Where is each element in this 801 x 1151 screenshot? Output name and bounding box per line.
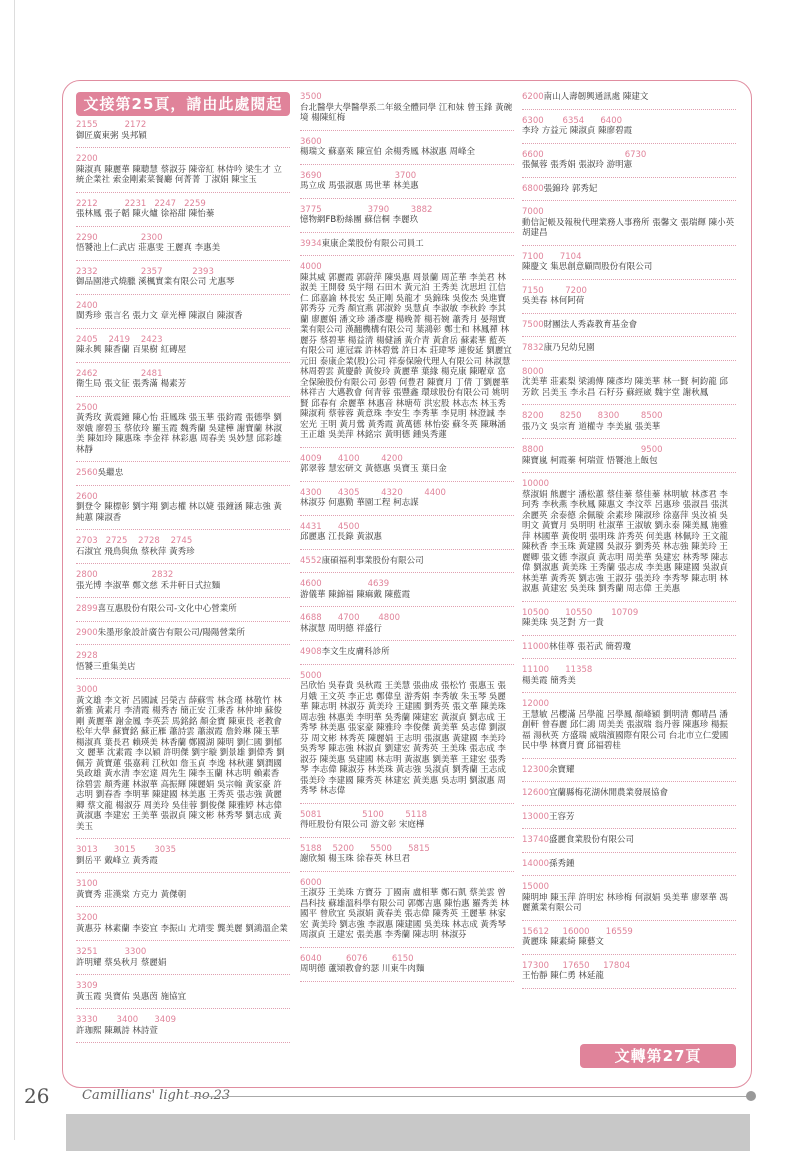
donor-column-2 bbox=[300, 92, 514, 988]
donor-names: 邱麗惠 江長錄 黃淑惠 bbox=[300, 532, 382, 542]
donation-entry-line bbox=[522, 812, 736, 823]
entry-divider bbox=[76, 260, 290, 261]
entry-divider bbox=[300, 549, 514, 550]
entry-divider bbox=[300, 130, 514, 131]
donation-amount: 6300 6354 6400 bbox=[522, 115, 623, 126]
entry-divider bbox=[522, 805, 736, 806]
donation-entry bbox=[300, 488, 514, 509]
footer-rule bbox=[190, 1096, 750, 1097]
donation-amount: 2200 bbox=[76, 154, 98, 164]
entry-divider bbox=[76, 597, 290, 598]
donation-entry bbox=[522, 184, 736, 195]
donation-entry-line bbox=[300, 556, 514, 567]
donation-amount: 2800 2832 bbox=[76, 570, 174, 580]
donor-names: 王容芳 bbox=[549, 811, 575, 822]
donation-amount: 3251 3300 bbox=[76, 947, 147, 957]
donation-amount: 7000 bbox=[522, 207, 544, 217]
donation-amount: 8800 9500 bbox=[522, 445, 663, 455]
entry-divider bbox=[76, 328, 290, 329]
donation-amount: 3100 bbox=[76, 879, 98, 889]
donation-entry bbox=[522, 927, 736, 948]
donation-amount: 13000 bbox=[522, 811, 550, 822]
donation-entry bbox=[300, 92, 514, 124]
donor-names: 黃文雄 李文祈 呂國誠 呂榮吉 薛蘇雪 林含瑾 林敬竹 林新雅 黃素月 李清霞 楊秀杏 簡正安 江秉香 林仲坤 蘇俊剛 黃麗華 謝金鳳 李英芸 馬銘銘 顏金寶 陳東長 老教會松年大學 蘇寶銘 蘇正雁 蕭詩雲 蕭淑霞 詹鈴琳 陳玉華 楊淑真 葉長君 賴瑛美 林香蘭 鄭國湖 陳明 劉仁國 劉郁文 麗華 沈素霞 李以穎 許明傑 劉宇璇 劉景雄 劉偉秀 劉佩芳 黃寶蓮 張嘉莉 江秋如 詹玉貞 李逸 林秋蓮 劉潤國 吳政雄 黃水清 李宏達 周先生 陳李玉蘭 林志明 賴素香 徐碧雲 顏秀蓮 林淑華 高振輝 陳麗娟 吳宗翰 黃家豪 許志明 劉春香 李明華 陳建國 林美惠 王秀英 張志強 黃麗卿 蔡文龍 楊淑芬 周美玲 吳佳蓉 劉俊傑 陳雅婷 林志偉 黃淑惠 李建宏 王美華 張淑貞 陳文彬 林秀琴 劉志成 黃美玉 bbox=[76, 695, 285, 832]
donation-entry-line bbox=[300, 647, 514, 658]
donor-names: 陳其威 郭麗霞 郭蔚萍 陳吳惠 周景蘭 周芷華 李美君 林淑美 王開發 吳宇翔 石田木 黃元泊 王秀美 沈思坦 江信仁 邱嘉諭 林長宏 吳正剛 吳龍才 吳錦珠 吳俊杰 吳進寶 郭秀芬 元秀 顏宜燕 郭淑鈴 吳慧貞 李淑敏 李秋鈴 李其蘭 廖麗娟 潘文珍 潘彥慶 楊晚菁 楊若婉 蕭秀月 晏翔實業有限公司 漢翻機構有限公司 葉鴻彰 鄭士和 林鳳禪 林麗芬 蔡碧華 楊益清 楊健涵 黃介青 黃倉岳 蘇素華 藍英有限公司 連冠霖 許林碧鶯 許日本 莊瑋琴 連俊延 劉麗宜 元田 泰康企業(股)公司 祥泰保險代理人有限公司 林淑慧 林周碧雲 黃慶齡 黃俊玲 黃麗華 葉緣 楊克康 陳曜章 富全保險股份有限公司 彭碧 何豊君 陳寶月 丁倩 丁劉麗華 林祥吉 大邁教會 何青蓉 張豐鑫 環球股份有限公司 姚明賢 邱春有 余麗華 林惠音 林塘苟 洪宏股 林志杰 林玉秀 陳淑莉 蔡蓉蓉 黃意珠 李安生 李秀華 李見明 林澄誠 李宏光 王明 黃月鶯 黃秀霞 黃萬德 林怡姿 蘇冬英 陳琳涵 王正雄 吳美萍 林銘宗 黃明德 鍾吳秀蓮 bbox=[300, 272, 512, 440]
entry-divider bbox=[76, 396, 290, 397]
entry-divider bbox=[300, 198, 514, 199]
donation-amount: 13740 bbox=[522, 835, 550, 845]
donation-amount: 4552 bbox=[300, 555, 322, 566]
donation-amount: 2400 bbox=[76, 300, 98, 311]
donation-entry-line bbox=[76, 628, 290, 639]
entry-divider bbox=[522, 635, 736, 636]
entry-divider bbox=[522, 313, 736, 314]
donation-entry bbox=[76, 199, 290, 220]
entry-divider bbox=[300, 871, 514, 872]
donor-names: 吳繼忠 bbox=[97, 468, 124, 478]
donation-amount: 2462 2481 bbox=[76, 368, 163, 379]
donor-names: 御品園港式燒臘 溪楓實業有限公司 尤惠琴 bbox=[76, 277, 235, 287]
donation-amount: 4300 4305 4320 4400 bbox=[300, 487, 446, 498]
donor-names: 楊美霞 簡秀美 bbox=[522, 675, 576, 686]
donation-entry-line bbox=[76, 604, 290, 615]
donor-names: 喜互惠股份有限公司-文化中心營業所 bbox=[97, 604, 237, 614]
donation-entry-line bbox=[300, 239, 514, 250]
donation-entry bbox=[300, 137, 514, 158]
donor-names: 呂欣怡 吳春貴 吳秋霞 王美慧 張曲成 張松竹 張惠玉 張月娥 王文英 李正忠 鄭偉皇 游秀娟 李秀敏 朱玉琴 吳麗華 陳志明 林淑芬 黃美玲 王建國 劉秀英 張文華 陳美珠 周志強 林惠美 李明華 吳秀蘭 陳建宏 黃淑貞 劉志成 王秀琴 林美惠 張家豪 陳雅玲 李俊傑 黃美華 吳志偉 劉淑芬 周文彬 林秀英 陳麗娟 王志明 張淑惠 黃建國 李美玲 吳秀琴 陳志強 林淑貞 劉建宏 黃秀英 王美珠 張志成 李淑芬 陳美惠 吳建國 林志明 黃淑惠 劉美華 王建宏 張秀琴 李志偉 陳淑芬 林美珠 黃志強 吳淑貞 劉秀蘭 王志成 張美玲 李建國 陳秀英 林建宏 黃美惠 吳志明 劉淑惠 周秀琴 林志偉 bbox=[300, 681, 506, 796]
donation-amount: 2703 2725 2728 2745 bbox=[76, 536, 193, 546]
donation-entry bbox=[76, 845, 290, 866]
entry-divider bbox=[522, 781, 736, 782]
entry-divider bbox=[522, 920, 736, 921]
donor-names: 張光博 李淑華 鄭文慈 禾井軒日式拉麵 bbox=[76, 580, 221, 591]
donation-amount: 2560 bbox=[76, 468, 98, 478]
donation-amount: 3013 3015 3035 bbox=[76, 845, 177, 855]
entry-divider bbox=[76, 226, 290, 227]
donation-amount: 4431 4500 bbox=[300, 521, 360, 532]
donation-entry bbox=[522, 116, 736, 137]
entry-divider bbox=[522, 472, 736, 473]
entry-divider bbox=[522, 601, 736, 602]
donor-names: 陳永興 陳香蘭 百果樹 紅磚屋 bbox=[76, 345, 187, 355]
page-number: 26 bbox=[24, 1084, 50, 1108]
entry-divider bbox=[522, 177, 736, 178]
donation-entry bbox=[76, 981, 290, 1002]
donation-amount: 10000 bbox=[522, 479, 550, 489]
donation-amount: 12300 bbox=[522, 764, 550, 775]
entry-divider bbox=[76, 192, 290, 193]
donation-amount: 8000 bbox=[522, 366, 544, 377]
donor-names: 王怡靜 陳仁勇 林延龍 bbox=[522, 971, 604, 981]
donor-names: 王慧敏 呂櫻滿 呂學龍 呂學鳳 顏峰穎 劉明清 鄭晴昌 潘創軒 曾春麗 邱仁鴻 周美美 張淑瑞 翁丹蓉 陳惠珍 楊振福 湯秋英 方盛瑞 威瑞濱國際有限公司 台北市立仁愛國民中學 林寶月寶 邱福碧桂 bbox=[522, 709, 729, 751]
donation-entry bbox=[76, 468, 290, 479]
entry-divider bbox=[76, 147, 290, 148]
donation-amount: 17300 17650 17804 bbox=[522, 960, 631, 971]
page-edge-line bbox=[14, 0, 15, 1140]
donation-entry bbox=[76, 628, 290, 639]
donor-names: 黃秀玫 黃震鐘 陳心怡 莊鳳珠 張玉華 張鈞霞 張德學 劉翠娥 廖碧玉 蔡依玲 羅玉霞 魏秀蘭 吳建樺 謝寶蘭 林淑美 陳如玲 陳惠珠 李金祥 林彩惠 周春美 吳妙慧 邱彩雄 林靜 bbox=[76, 413, 282, 455]
bottom-gray-band bbox=[66, 1114, 750, 1151]
donation-entry bbox=[300, 613, 514, 634]
donation-entry bbox=[76, 267, 290, 288]
donation-entry bbox=[76, 536, 290, 557]
donation-amount: 11000 bbox=[522, 641, 550, 652]
donor-names: 陳美珠 吳芝對 方一貴 bbox=[522, 618, 604, 628]
entry-divider bbox=[522, 245, 736, 246]
donation-entry-line bbox=[522, 184, 736, 195]
donation-amount: 2290 2300 bbox=[76, 232, 163, 243]
donation-entry bbox=[522, 665, 736, 686]
donation-entry bbox=[522, 859, 736, 870]
donation-entry bbox=[300, 454, 514, 475]
entry-divider bbox=[522, 109, 736, 110]
donor-names: 宜蘭縣梅花湖休閒農業發展協會 bbox=[549, 788, 669, 798]
donor-names: 余寶耀 bbox=[549, 764, 575, 775]
donor-names: 吳美春 林何阿荷 bbox=[522, 296, 585, 306]
donor-names: 御匠廣東粥 吳邦穎 bbox=[76, 130, 147, 141]
entry-divider bbox=[76, 974, 290, 975]
donation-amount: 6800 bbox=[522, 183, 544, 194]
entry-divider bbox=[76, 294, 290, 295]
donation-amount: 3309 bbox=[76, 981, 98, 991]
donation-entry bbox=[522, 92, 736, 103]
donor-names: 黃麗珠 陳素綺 陳藝文 bbox=[522, 937, 604, 947]
entry-divider bbox=[76, 940, 290, 941]
donation-amount: 14000 bbox=[522, 858, 550, 869]
donor-names: 衛生局 張文征 張秀滿 楊素芳 bbox=[76, 379, 187, 389]
donation-entry bbox=[300, 556, 514, 567]
entry-divider bbox=[300, 606, 514, 607]
entry-divider bbox=[300, 947, 514, 948]
donation-entry bbox=[522, 367, 736, 399]
donor-names: 李文生皮膚科診所 bbox=[321, 647, 390, 657]
donation-entry bbox=[522, 411, 736, 432]
donor-column-3 bbox=[522, 92, 736, 995]
donation-entry-line bbox=[522, 859, 736, 870]
donation-entry bbox=[522, 699, 736, 752]
donation-amount: 2212 2231 2247 2259 bbox=[76, 198, 206, 209]
entry-divider bbox=[522, 828, 736, 829]
donor-names: 李玲 方益元 陳淑貞 陳廖碧霞 bbox=[522, 126, 633, 136]
donation-amount: 3330 3400 3409 bbox=[76, 1015, 177, 1025]
donation-amount: 4688 4700 4800 bbox=[300, 613, 401, 623]
donation-amount: 6040 6076 6150 bbox=[300, 953, 414, 964]
entry-divider bbox=[522, 758, 736, 759]
donor-names: 南山人壽韌興通訊處 陳建文 bbox=[543, 92, 649, 102]
donation-entry bbox=[76, 120, 290, 141]
donation-entry-line bbox=[522, 765, 736, 776]
donation-entry bbox=[76, 947, 290, 968]
donation-amount: 3500 bbox=[300, 92, 322, 102]
donation-amount: 7500 bbox=[522, 319, 544, 330]
entry-divider bbox=[300, 255, 514, 256]
entry-divider bbox=[76, 461, 290, 462]
donation-entry bbox=[522, 812, 736, 823]
donation-amount: 12600 bbox=[522, 788, 550, 798]
donation-entry bbox=[522, 835, 736, 846]
donation-entry-line bbox=[76, 468, 290, 479]
donation-entry-line bbox=[522, 320, 736, 331]
donation-amount: 2900 bbox=[76, 627, 98, 638]
donor-names: 陳淑真 陳麗華 陳聰慧 蔡淑芬 陳帝紅 林侍吟 梁生才 立統企業社 索金剛素菜餐廳 何菁菁 丁淑娟 陳宝玉 bbox=[76, 164, 282, 185]
entry-divider bbox=[76, 563, 290, 564]
entry-divider bbox=[522, 658, 736, 659]
donation-entry bbox=[522, 150, 736, 171]
donation-amount: 8200 8250 8300 8500 bbox=[522, 411, 663, 421]
donation-entry-line bbox=[522, 642, 736, 653]
donation-entry-line bbox=[522, 835, 736, 846]
donation-entry bbox=[76, 492, 290, 524]
donor-names: 康碩福利事業股份有限公司 bbox=[321, 555, 424, 566]
entry-divider bbox=[300, 447, 514, 448]
entry-divider bbox=[300, 664, 514, 665]
entry-divider bbox=[522, 200, 736, 201]
donor-names: 悟饕三重集美店 bbox=[76, 661, 136, 672]
donation-entry bbox=[76, 335, 290, 356]
donor-names: 孫秀鍾 bbox=[549, 858, 575, 869]
entry-divider bbox=[76, 872, 290, 873]
donation-entry bbox=[76, 154, 290, 186]
entry-divider bbox=[522, 954, 736, 955]
entry-divider bbox=[300, 572, 514, 573]
donor-names: 許珈熙 陳珮詩 林詩萱 bbox=[76, 1025, 158, 1036]
donor-names: 謝欣頻 楊玉珠 徐春英 林旦君 bbox=[300, 854, 411, 864]
donation-amount: 6600 6730 bbox=[522, 149, 647, 160]
donation-amount: 3200 bbox=[76, 913, 98, 923]
donation-amount: 5000 bbox=[300, 670, 322, 681]
donor-names: 黃寶秀 莊漢棠 方克力 黃傑朝 bbox=[76, 889, 187, 900]
donor-names: 康乃兒幼兒園 bbox=[543, 343, 595, 353]
donation-entry bbox=[300, 239, 514, 250]
donor-names: 動信記帳及報稅代理業務人事務所 張馨文 張瑞輝 陳小英 胡建昌 bbox=[522, 217, 735, 238]
continued-from-banner: 文接第25頁，請由此處閱起 bbox=[76, 92, 290, 116]
donation-amount: 4000 bbox=[300, 262, 322, 272]
donation-entry bbox=[522, 445, 736, 466]
donor-names: 盛麗食業股份有限公司 bbox=[549, 835, 635, 845]
donor-names: 劉岳平 戴峰立 黃秀霞 bbox=[76, 855, 158, 866]
donor-names: 游儀華 陳錦福 陳痲戴 陳藍霞 bbox=[300, 589, 411, 600]
entry-divider bbox=[300, 515, 514, 516]
donor-names: 台北醫學大學醫學系二年級全體同學 江和妹 曾玉鋒 黃碗境 楊陳紅梅 bbox=[300, 102, 513, 123]
donation-entry bbox=[300, 171, 514, 192]
entry-divider bbox=[522, 404, 736, 405]
donor-names: 得旺股份有限公司 游文彰 宋庭樺 bbox=[300, 820, 425, 830]
donor-names: 黃惠芬 林素蘭 李姿宜 李振山 尤靖雯 龔美麗 劉鴻溫企業 bbox=[76, 923, 288, 934]
donation-amount: 5081 5100 5118 bbox=[300, 809, 428, 820]
donation-amount: 2600 bbox=[76, 491, 98, 502]
entry-divider bbox=[300, 232, 514, 233]
donation-amount: 6200 bbox=[522, 92, 544, 102]
donor-names: 劉登令 陳標彰 劉宇翔 劉志權 林以婕 張鐘涵 陳志強 黃純蕙 陳淑香 bbox=[76, 502, 282, 523]
donor-names: 閩秀珍 張言名 張力文 章光樺 陳淑自 陳淑香 bbox=[76, 311, 243, 321]
entry-divider bbox=[522, 852, 736, 853]
donation-amount: 4600 4639 bbox=[300, 579, 390, 589]
donor-names: 陳明坤 陳玉萍 許明宏 林珍梅 何淑娟 吳美華 廖翠華 馮麗薰業有限公司 bbox=[522, 892, 728, 913]
entry-divider bbox=[76, 485, 290, 486]
donation-entry bbox=[300, 810, 514, 831]
donation-entry bbox=[76, 1015, 290, 1036]
donation-amount: 15000 bbox=[522, 882, 550, 892]
donor-names: 張林鳳 張子韜 陳火爐 徐裕甜 陳怡蓁 bbox=[76, 209, 215, 219]
page-footer bbox=[20, 1084, 780, 1114]
donation-amount: 3775 3790 3882 bbox=[300, 204, 433, 215]
donation-amount: 2332 2357 2393 bbox=[76, 266, 214, 277]
entry-divider bbox=[76, 1008, 290, 1009]
donation-entry bbox=[300, 954, 514, 975]
donation-entry bbox=[300, 205, 514, 226]
donor-column-1 bbox=[76, 120, 290, 1049]
donation-amount: 5188 5200 5500 5815 bbox=[300, 843, 430, 854]
donation-entry-line bbox=[522, 788, 736, 799]
donation-amount: 10500 10550 10709 bbox=[522, 607, 639, 618]
donation-amount: 3934 bbox=[300, 238, 322, 249]
donor-names: 黃玉霞 吳寶佑 吳惠茵 施協宜 bbox=[76, 991, 187, 1002]
donation-entry bbox=[522, 608, 736, 629]
donation-entry bbox=[522, 479, 736, 595]
entry-divider bbox=[522, 438, 736, 439]
donation-entry bbox=[300, 579, 514, 600]
entry-divider bbox=[300, 981, 514, 982]
donation-amount: 6000 bbox=[300, 877, 322, 888]
donor-names: 周明德 蘆熲教會約瑟 川東牛肉麵 bbox=[300, 964, 425, 974]
donation-entry bbox=[300, 671, 514, 797]
donation-entry bbox=[522, 320, 736, 331]
entry-divider bbox=[522, 692, 736, 693]
donation-entry bbox=[76, 570, 290, 591]
donation-amount: 2405 2419 2423 bbox=[76, 334, 163, 345]
donation-entry bbox=[76, 651, 290, 672]
donation-entry bbox=[522, 788, 736, 799]
donation-amount: 2500 bbox=[76, 402, 98, 413]
entry-divider bbox=[522, 143, 736, 144]
entry-divider bbox=[300, 640, 514, 641]
donor-names: 陳慶文 集思創意顧問股份有限公司 bbox=[522, 262, 653, 272]
donation-entry-line bbox=[522, 343, 736, 354]
donor-names: 張乃文 吳宗育 道權寺 李美嵐 張美華 bbox=[522, 421, 661, 432]
footer-dot-icon bbox=[746, 1091, 756, 1101]
entry-divider bbox=[76, 362, 290, 363]
donation-entry bbox=[76, 369, 290, 390]
donation-amount: 2928 bbox=[76, 651, 98, 661]
donation-entry bbox=[300, 262, 514, 441]
donation-amount: 2155 2172 bbox=[76, 120, 147, 130]
donation-amount: 3690 3700 bbox=[300, 170, 417, 181]
entry-divider bbox=[76, 621, 290, 622]
donor-names: 郭翠蓉 慧宏研文 黃德惠 吳寶玉 葉日金 bbox=[300, 464, 447, 474]
continued-to-banner: 文轉第27頁 bbox=[580, 1044, 736, 1068]
donor-names: 張佩蓉 張秀娟 張淑玲 游明憲 bbox=[522, 160, 633, 170]
entry-divider bbox=[300, 837, 514, 838]
donor-names: 悟饕池上仁武店 莊惠雯 王麗真 李惠美 bbox=[76, 243, 221, 253]
donor-names: 林淑芬 何惠勤 華園工程 柯志謀 bbox=[300, 498, 419, 508]
donor-names: 王淑芬 王美珠 方寶芬 丁國南 盧相華 鄭石凱 蔡美雲 曾昌科技 蘇雄溫科學有限公司 郭鄭吉惠 陳怡惠 羅秀美 林國平 曾欣宜 吳淑娟 黃春美 張志偉 陳秀英 王麗華 林家宏 黃美玲 劉志強 李淑惠 陳建國 吳美珠 林志成 黃秀琴 周淑貞 王建宏 張美惠 李秀蘭 陳志明 林淑芬 bbox=[300, 888, 510, 940]
donation-amount: 3000 bbox=[76, 685, 98, 695]
entry-divider bbox=[300, 803, 514, 804]
donation-amount: 7100 7104 bbox=[522, 251, 582, 262]
donation-amount: 4009 4100 4200 bbox=[300, 453, 403, 464]
donation-entry bbox=[522, 207, 736, 239]
entry-divider bbox=[522, 336, 736, 337]
donation-entry bbox=[76, 403, 290, 456]
donor-names: 林佳尊 張若武 簡碧瓊 bbox=[549, 641, 631, 652]
donation-amount: 7150 7200 bbox=[522, 285, 587, 296]
donation-amount: 2899 bbox=[76, 604, 98, 614]
donor-names: 蔡淑娟 熊麗宇 潘松蕙 蔡佳蓁 蔡佳蓁 林明敏 林彥君 李珂秀 李秋燕 李秋鳳 陳惠文 李汶萃 呂惠珍 張淑昌 張淇 余麗英 余泰德 余佩璇 余素珍 陳淑珍 徐嘉萍 吳汝禎 吳明文 黃寶月 吳明明 杜淑華 王淑敏 劉永泰 陳美鳳 施雅萍 林國華 黃俊明 張明珠 許秀英 何美惠 林佩玲 王文龍 陳秋香 李玉珠 黃建國 吳淑芬 劉秀英 林志強 陳美玲 王麗卿 張文德 李淑貞 黃志明 周美華 吳建宏 林秀琴 陳志偉 劉淑惠 黃美珠 王秀蘭 張志成 李美惠 陳建國 吳淑貞 林美華 黃秀英 劉志強 王淑芬 張美玲 李秀琴 陳志明 林淑惠 黃建宏 吳美珠 劉秀蘭 周志偉 王美惠 bbox=[522, 489, 728, 594]
entry-divider bbox=[522, 279, 736, 280]
donation-entry bbox=[76, 913, 290, 934]
donor-names: 財團法人秀森教育基金會 bbox=[543, 319, 638, 330]
donation-entry bbox=[522, 961, 736, 982]
donation-entry bbox=[76, 233, 290, 254]
donor-names: 東康企業股份有限公司員工 bbox=[321, 238, 424, 249]
entry-divider bbox=[76, 644, 290, 645]
donation-entry bbox=[522, 642, 736, 653]
donation-entry bbox=[76, 301, 290, 322]
donor-names: 沈美華 莊素梨 梁鴻傳 陳彥均 陳美華 林一賢 柯鈞龍 邱芳欽 呂美玉 李永昌 石籽芬 蘇經崴 魏宇堂 謝秋鳳 bbox=[522, 377, 728, 398]
donor-names: 憶物網FB粉絲團 蘇信桐 李麗玖 bbox=[300, 215, 419, 225]
magazine-title: Camillians' light no.23 bbox=[82, 1088, 231, 1103]
entry-divider bbox=[522, 360, 736, 361]
entry-divider bbox=[522, 875, 736, 876]
entry-divider bbox=[76, 906, 290, 907]
donation-entry bbox=[522, 252, 736, 273]
entry-divider bbox=[76, 678, 290, 679]
donation-entry bbox=[300, 844, 514, 865]
donation-entry bbox=[76, 879, 290, 900]
donation-amount: 7832 bbox=[522, 343, 544, 353]
donation-entry bbox=[300, 522, 514, 543]
donation-entry bbox=[76, 685, 290, 832]
donation-entry bbox=[522, 343, 736, 354]
donation-amount: 4908 bbox=[300, 647, 322, 657]
donation-amount: 3600 bbox=[300, 136, 322, 147]
donation-amount: 15612 16000 16559 bbox=[522, 926, 633, 937]
donation-entry bbox=[300, 647, 514, 658]
donation-entry bbox=[76, 604, 290, 615]
donor-names: 石淑宜 飛鳥與魚 蔡秋萍 黃秀珍 bbox=[76, 546, 195, 557]
entry-divider bbox=[76, 838, 290, 839]
entry-divider bbox=[300, 164, 514, 165]
donor-names: 張錦玲 郭秀妃 bbox=[543, 183, 598, 194]
entry-divider bbox=[300, 481, 514, 482]
entry-divider bbox=[76, 1042, 290, 1043]
donor-names: 許明耀 蔡吳秋月 蔡麗娟 bbox=[76, 957, 167, 968]
donor-names: 楊瑞文 蘇嘉萊 陳宣伯 余楊秀鳳 林淑惠 周峰全 bbox=[300, 147, 476, 157]
donor-names: 馬立成 馬張淑惠 馬世華 林美惠 bbox=[300, 181, 419, 191]
entry-divider bbox=[522, 988, 736, 989]
donation-entry bbox=[300, 878, 514, 941]
donor-names: 朱墨形象設計廣告有限公司/陽陽營業所 bbox=[97, 627, 246, 638]
donation-entry bbox=[522, 286, 736, 307]
entry-divider bbox=[76, 529, 290, 530]
donation-amount: 12000 bbox=[522, 699, 550, 709]
donation-entry bbox=[522, 765, 736, 776]
donation-entry-line bbox=[522, 92, 736, 103]
donor-names: 林淑慧 周明德 祥盛行 bbox=[300, 623, 382, 634]
donation-amount: 11100 11358 bbox=[522, 665, 593, 675]
donation-entry bbox=[522, 882, 736, 914]
donor-names: 陳寶嵐 柯霞蓁 柯瑞萱 悟饕池上飯包 bbox=[522, 455, 658, 466]
